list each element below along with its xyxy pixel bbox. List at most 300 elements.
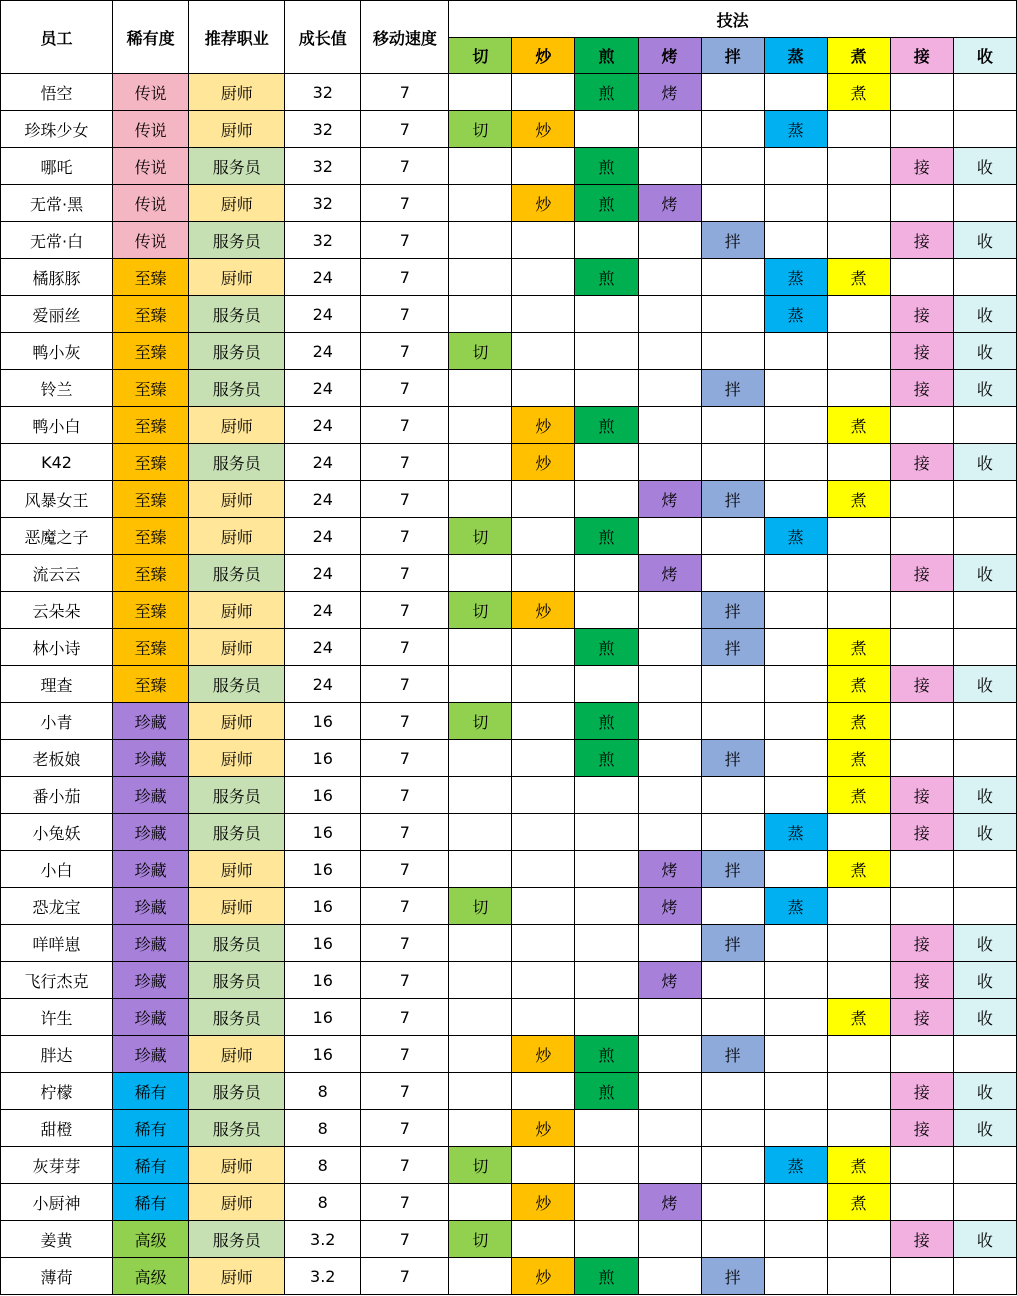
- skill-cell: [575, 592, 638, 629]
- skill-cell: [512, 740, 575, 777]
- rarity-cell: 至臻: [113, 370, 189, 407]
- staff-name: 哪吒: [1, 148, 113, 185]
- skill-cell: [449, 185, 512, 222]
- rarity-cell: 稀有: [113, 1184, 189, 1221]
- growth-cell: 24: [285, 518, 361, 555]
- skill-cell: [638, 814, 701, 851]
- growth-cell: 24: [285, 629, 361, 666]
- speed-cell: 7: [361, 111, 449, 148]
- skill-cell: [701, 148, 764, 185]
- skill-cell: 拌: [701, 629, 764, 666]
- staff-name: 林小诗: [1, 629, 113, 666]
- skill-cell: [890, 407, 953, 444]
- skill-cell: [827, 592, 890, 629]
- skill-cell: [512, 703, 575, 740]
- skill-cell: 切: [449, 888, 512, 925]
- rarity-cell: 至臻: [113, 481, 189, 518]
- skill-cell: [638, 111, 701, 148]
- skill-cell: [575, 444, 638, 481]
- skill-cell: [638, 259, 701, 296]
- skill-cell: 切: [449, 703, 512, 740]
- table-row: [1, 370, 1017, 407]
- job-cell: 厨师: [189, 592, 285, 629]
- header-skill: 收: [953, 38, 1016, 74]
- speed-cell: 7: [361, 999, 449, 1036]
- skill-cell: [449, 259, 512, 296]
- skill-cell: [575, 481, 638, 518]
- rarity-cell: 高级: [113, 1258, 189, 1295]
- skill-cell: [575, 888, 638, 925]
- skill-cell: [512, 962, 575, 999]
- skill-cell: [449, 777, 512, 814]
- skill-cell: [638, 296, 701, 333]
- skill-cell: [638, 1258, 701, 1295]
- skill-cell: [449, 851, 512, 888]
- skill-cell: 煮: [827, 666, 890, 703]
- speed-cell: 7: [361, 444, 449, 481]
- skill-cell: [638, 666, 701, 703]
- staff-name: 铃兰: [1, 370, 113, 407]
- speed-cell: 7: [361, 1110, 449, 1147]
- skill-cell: [575, 666, 638, 703]
- skill-cell: [638, 592, 701, 629]
- job-cell: 服务员: [189, 1073, 285, 1110]
- skill-cell: [575, 222, 638, 259]
- job-cell: 服务员: [189, 296, 285, 333]
- skill-cell: 蒸: [764, 1147, 827, 1184]
- skill-cell: [827, 370, 890, 407]
- rarity-cell: 传说: [113, 111, 189, 148]
- speed-cell: 7: [361, 296, 449, 333]
- skill-cell: [953, 185, 1016, 222]
- skill-cell: 切: [449, 518, 512, 555]
- skill-cell: [701, 814, 764, 851]
- header-job: 推荐职业: [189, 1, 285, 74]
- header-skill: 接: [890, 38, 953, 74]
- skill-cell: 收: [953, 222, 1016, 259]
- skill-cell: 拌: [701, 851, 764, 888]
- header-rarity: 稀有度: [113, 1, 189, 74]
- speed-cell: 7: [361, 740, 449, 777]
- skill-cell: 收: [953, 925, 1016, 962]
- job-cell: 厨师: [189, 888, 285, 925]
- table-row: [1, 518, 1017, 555]
- skill-cell: [764, 740, 827, 777]
- job-cell: 服务员: [189, 148, 285, 185]
- job-cell: 厨师: [189, 481, 285, 518]
- staff-name: 灰芽芽: [1, 1147, 113, 1184]
- job-cell: 厨师: [189, 518, 285, 555]
- staff-name: 云朵朵: [1, 592, 113, 629]
- skill-cell: [953, 111, 1016, 148]
- growth-cell: 8: [285, 1184, 361, 1221]
- staff-name: 飞行杰克: [1, 962, 113, 999]
- skill-cell: [827, 518, 890, 555]
- skill-cell: [512, 851, 575, 888]
- rarity-cell: 稀有: [113, 1147, 189, 1184]
- growth-cell: 16: [285, 1036, 361, 1073]
- job-cell: 服务员: [189, 666, 285, 703]
- skill-cell: 接: [890, 962, 953, 999]
- skill-cell: 接: [890, 444, 953, 481]
- skill-cell: [701, 444, 764, 481]
- skill-cell: [764, 851, 827, 888]
- rarity-cell: 高级: [113, 1221, 189, 1258]
- staff-name: 小兔妖: [1, 814, 113, 851]
- skill-cell: 煮: [827, 481, 890, 518]
- job-cell: 厨师: [189, 259, 285, 296]
- skill-cell: [953, 740, 1016, 777]
- skill-cell: 烤: [638, 851, 701, 888]
- skill-cell: [701, 666, 764, 703]
- speed-cell: 7: [361, 1036, 449, 1073]
- job-cell: 厨师: [189, 740, 285, 777]
- skill-cell: [953, 851, 1016, 888]
- skill-cell: [512, 555, 575, 592]
- rarity-cell: 至臻: [113, 296, 189, 333]
- rarity-cell: 珍藏: [113, 740, 189, 777]
- skill-cell: [575, 111, 638, 148]
- growth-cell: 24: [285, 296, 361, 333]
- table-row: [1, 1221, 1017, 1258]
- skill-cell: 拌: [701, 1258, 764, 1295]
- skill-cell: [890, 111, 953, 148]
- skill-cell: [827, 1221, 890, 1258]
- skill-cell: 蒸: [764, 518, 827, 555]
- skill-cell: [449, 814, 512, 851]
- speed-cell: 7: [361, 629, 449, 666]
- skill-cell: [764, 999, 827, 1036]
- speed-cell: 7: [361, 925, 449, 962]
- skill-cell: 切: [449, 111, 512, 148]
- skill-cell: 收: [953, 555, 1016, 592]
- skill-cell: [953, 629, 1016, 666]
- skill-cell: [575, 851, 638, 888]
- growth-cell: 32: [285, 222, 361, 259]
- speed-cell: 7: [361, 1147, 449, 1184]
- skill-cell: [827, 555, 890, 592]
- skill-cell: 烤: [638, 1184, 701, 1221]
- staff-name: 珍珠少女: [1, 111, 113, 148]
- staff-name: 恶魔之子: [1, 518, 113, 555]
- table-row: [1, 481, 1017, 518]
- skill-cell: [638, 925, 701, 962]
- job-cell: 厨师: [189, 1258, 285, 1295]
- speed-cell: 7: [361, 370, 449, 407]
- skill-cell: [827, 814, 890, 851]
- skill-cell: [764, 1221, 827, 1258]
- skill-cell: [890, 703, 953, 740]
- skill-cell: [890, 481, 953, 518]
- skill-cell: 煎: [575, 629, 638, 666]
- skill-cell: [512, 1147, 575, 1184]
- skill-cell: [638, 370, 701, 407]
- skill-cell: [827, 925, 890, 962]
- growth-cell: 24: [285, 666, 361, 703]
- growth-cell: 16: [285, 814, 361, 851]
- table-row: [1, 999, 1017, 1036]
- skill-cell: 烤: [638, 962, 701, 999]
- skill-cell: [764, 74, 827, 111]
- skill-cell: 煮: [827, 74, 890, 111]
- speed-cell: 7: [361, 1073, 449, 1110]
- skill-cell: 接: [890, 148, 953, 185]
- skill-cell: 拌: [701, 925, 764, 962]
- job-cell: 服务员: [189, 1221, 285, 1258]
- job-cell: 厨师: [189, 851, 285, 888]
- skill-cell: [512, 370, 575, 407]
- table-row: [1, 1036, 1017, 1073]
- staff-name: 橘豚豚: [1, 259, 113, 296]
- skill-cell: 煮: [827, 1184, 890, 1221]
- skill-cell: 煮: [827, 851, 890, 888]
- growth-cell: 24: [285, 407, 361, 444]
- skill-cell: [449, 148, 512, 185]
- skill-cell: [449, 222, 512, 259]
- skill-cell: [575, 1147, 638, 1184]
- table-row: [1, 925, 1017, 962]
- rarity-cell: 珍藏: [113, 777, 189, 814]
- rarity-cell: 至臻: [113, 333, 189, 370]
- skill-cell: [701, 111, 764, 148]
- skill-cell: [512, 814, 575, 851]
- skill-cell: [512, 777, 575, 814]
- skill-cell: 收: [953, 444, 1016, 481]
- table-row: [1, 555, 1017, 592]
- job-cell: 厨师: [189, 185, 285, 222]
- skill-cell: [827, 185, 890, 222]
- skill-cell: [575, 370, 638, 407]
- skill-cell: [890, 259, 953, 296]
- job-cell: 厨师: [189, 703, 285, 740]
- skill-cell: [764, 1036, 827, 1073]
- skill-cell: [953, 1036, 1016, 1073]
- staff-name: 小白: [1, 851, 113, 888]
- staff-name: 恐龙宝: [1, 888, 113, 925]
- skill-cell: [890, 1036, 953, 1073]
- skill-cell: 切: [449, 1147, 512, 1184]
- skill-cell: [764, 555, 827, 592]
- growth-cell: 32: [285, 74, 361, 111]
- header-skill: 拌: [701, 38, 764, 74]
- job-cell: 服务员: [189, 370, 285, 407]
- skill-cell: [953, 518, 1016, 555]
- skill-cell: [512, 666, 575, 703]
- skill-cell: [512, 259, 575, 296]
- skill-cell: 炒: [512, 592, 575, 629]
- job-cell: 厨师: [189, 407, 285, 444]
- staff-name: 鸭小灰: [1, 333, 113, 370]
- staff-name: 番小茄: [1, 777, 113, 814]
- skill-cell: [764, 592, 827, 629]
- table-row: [1, 222, 1017, 259]
- staff-name: 鸭小白: [1, 407, 113, 444]
- skill-cell: [512, 74, 575, 111]
- speed-cell: 7: [361, 962, 449, 999]
- job-cell: 服务员: [189, 814, 285, 851]
- speed-cell: 7: [361, 814, 449, 851]
- skill-cell: 煮: [827, 740, 890, 777]
- skill-cell: [764, 666, 827, 703]
- skill-cell: [764, 444, 827, 481]
- skill-cell: [890, 1147, 953, 1184]
- skill-cell: 接: [890, 222, 953, 259]
- skill-cell: 接: [890, 1110, 953, 1147]
- growth-cell: 16: [285, 888, 361, 925]
- skill-cell: 煎: [575, 1073, 638, 1110]
- staff-name: 姜黄: [1, 1221, 113, 1258]
- speed-cell: 7: [361, 1258, 449, 1295]
- skill-cell: [764, 1110, 827, 1147]
- skill-cell: 拌: [701, 370, 764, 407]
- skill-cell: [701, 703, 764, 740]
- skill-cell: 蒸: [764, 814, 827, 851]
- skill-cell: [701, 259, 764, 296]
- skill-cell: [701, 555, 764, 592]
- job-cell: 厨师: [189, 1184, 285, 1221]
- rarity-cell: 稀有: [113, 1073, 189, 1110]
- growth-cell: 16: [285, 703, 361, 740]
- skill-cell: [701, 333, 764, 370]
- table-row: [1, 962, 1017, 999]
- skill-cell: 炒: [512, 407, 575, 444]
- header-skill: 煎: [575, 38, 638, 74]
- skill-cell: 煮: [827, 999, 890, 1036]
- skill-cell: 煮: [827, 259, 890, 296]
- skill-cell: [890, 518, 953, 555]
- speed-cell: 7: [361, 851, 449, 888]
- staff-name: 柠檬: [1, 1073, 113, 1110]
- skill-cell: [701, 296, 764, 333]
- rarity-cell: 珍藏: [113, 999, 189, 1036]
- skill-cell: [827, 962, 890, 999]
- speed-cell: 7: [361, 148, 449, 185]
- skill-cell: [764, 962, 827, 999]
- staff-name: 风暴女王: [1, 481, 113, 518]
- skill-cell: 切: [449, 592, 512, 629]
- staff-name: 理查: [1, 666, 113, 703]
- speed-cell: 7: [361, 555, 449, 592]
- job-cell: 服务员: [189, 1110, 285, 1147]
- skill-cell: [638, 1110, 701, 1147]
- rarity-cell: 珍藏: [113, 925, 189, 962]
- skill-cell: [764, 407, 827, 444]
- growth-cell: 32: [285, 148, 361, 185]
- skill-cell: 收: [953, 370, 1016, 407]
- skill-cell: [512, 222, 575, 259]
- rarity-cell: 至臻: [113, 518, 189, 555]
- skill-cell: 拌: [701, 222, 764, 259]
- table-row: [1, 148, 1017, 185]
- growth-cell: 16: [285, 999, 361, 1036]
- staff-name: 胖达: [1, 1036, 113, 1073]
- skill-cell: [701, 1147, 764, 1184]
- skill-cell: [449, 370, 512, 407]
- skill-cell: [953, 74, 1016, 111]
- rarity-cell: 珍藏: [113, 962, 189, 999]
- skill-cell: [512, 888, 575, 925]
- skill-cell: 煎: [575, 518, 638, 555]
- skill-cell: [575, 962, 638, 999]
- table-row: [1, 629, 1017, 666]
- skill-cell: 收: [953, 814, 1016, 851]
- table-row: [1, 444, 1017, 481]
- speed-cell: 7: [361, 518, 449, 555]
- speed-cell: 7: [361, 592, 449, 629]
- skill-cell: [449, 1073, 512, 1110]
- staff-name: 爱丽丝: [1, 296, 113, 333]
- staff-name: 流云云: [1, 555, 113, 592]
- skill-cell: [575, 777, 638, 814]
- skill-cell: 煮: [827, 703, 890, 740]
- skill-cell: [827, 1258, 890, 1295]
- skill-cell: [953, 888, 1016, 925]
- growth-cell: 8: [285, 1110, 361, 1147]
- job-cell: 厨师: [189, 111, 285, 148]
- skill-cell: 煮: [827, 407, 890, 444]
- skill-cell: [449, 629, 512, 666]
- skill-cell: 煎: [575, 703, 638, 740]
- skill-cell: [953, 1184, 1016, 1221]
- skill-cell: 接: [890, 370, 953, 407]
- skill-cell: 炒: [512, 111, 575, 148]
- skill-cell: [764, 370, 827, 407]
- skill-cell: [890, 740, 953, 777]
- skill-cell: 拌: [701, 1036, 764, 1073]
- skill-cell: [764, 222, 827, 259]
- table-row: [1, 1073, 1017, 1110]
- skill-cell: [449, 444, 512, 481]
- skill-cell: [449, 481, 512, 518]
- speed-cell: 7: [361, 888, 449, 925]
- skill-cell: 接: [890, 925, 953, 962]
- header-skill: 炒: [512, 38, 575, 74]
- skill-cell: [827, 296, 890, 333]
- staff-name: 薄荷: [1, 1258, 113, 1295]
- rarity-cell: 至臻: [113, 555, 189, 592]
- staff-name: 咩咩崽: [1, 925, 113, 962]
- header-skill: 烤: [638, 38, 701, 74]
- skill-cell: 炒: [512, 1110, 575, 1147]
- skill-cell: [449, 925, 512, 962]
- header-growth: 成长值: [285, 1, 361, 74]
- skill-cell: [890, 1184, 953, 1221]
- speed-cell: 7: [361, 407, 449, 444]
- skill-cell: 煎: [575, 185, 638, 222]
- skill-cell: [449, 962, 512, 999]
- staff-name: 老板娘: [1, 740, 113, 777]
- skill-cell: 蒸: [764, 111, 827, 148]
- table-row: [1, 185, 1017, 222]
- skill-cell: [449, 1036, 512, 1073]
- skill-cell: 蒸: [764, 888, 827, 925]
- skill-cell: [701, 74, 764, 111]
- skill-cell: [638, 703, 701, 740]
- rarity-cell: 珍藏: [113, 851, 189, 888]
- rarity-cell: 稀有: [113, 1110, 189, 1147]
- skill-cell: [638, 148, 701, 185]
- skill-cell: 接: [890, 333, 953, 370]
- skill-cell: [512, 518, 575, 555]
- skill-cell: 煮: [827, 629, 890, 666]
- skill-cell: 收: [953, 1073, 1016, 1110]
- table-row: [1, 1258, 1017, 1295]
- staff-name: 无常·白: [1, 222, 113, 259]
- rarity-cell: 珍藏: [113, 814, 189, 851]
- rarity-cell: 至臻: [113, 259, 189, 296]
- skill-cell: [701, 407, 764, 444]
- skill-cell: [953, 1258, 1016, 1295]
